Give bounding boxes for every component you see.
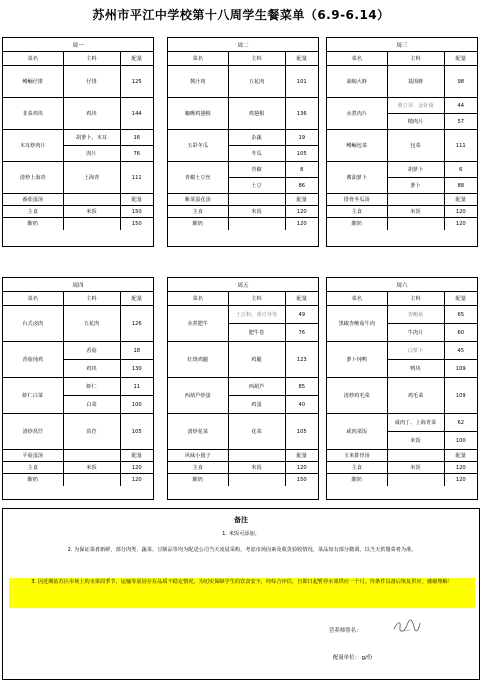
col-header-ingredient: 主料 [387,292,444,306]
staple-name: 主食 [168,206,228,218]
dish-name: 清炒上海青 [3,162,63,194]
dish-ingredient: 牛肉片 [387,324,444,342]
col-header-amount: 配量 [120,52,153,66]
dish-amount: 105 [285,146,318,162]
milk-amount: 120 [285,218,318,230]
staple-amount: 150 [120,206,153,218]
staple-name: 主食 [3,206,63,218]
dish-name: 西葫芦炒蛋 [168,378,228,414]
soup-name: 排骨冬瓜汤 [327,194,387,206]
dish-amount: 16 [120,130,153,146]
dish-ingredient: 鸡蛋 [228,396,285,414]
dish-ingredient: 土豆粉、黄豆芽等 [228,306,285,324]
dish-name: 黑椒杏鲍菇牛肉 [327,306,387,342]
soup-name: 番茄蛋汤 [3,194,63,206]
col-header-dish: 菜名 [3,52,63,66]
dish-amount: 18 [120,342,153,360]
soup-amount-label: 配量 [444,194,477,206]
dish-amount: 125 [120,66,153,98]
dish-amount: 65 [444,306,477,324]
soup-ingredient [63,450,120,462]
dish-amount: 8 [285,162,318,178]
dish-name: 咖喱鸡翅根 [168,98,228,130]
day-label: 周六 [327,278,477,292]
dish-amount: 44 [444,98,477,114]
milk-ingredient [63,218,120,230]
milk-ingredient [63,474,120,486]
dish-amount: 45 [444,342,477,360]
dish-name: 鳗鲡包菜 [327,130,387,162]
dish-name: 红烧鸡腿 [168,342,228,378]
soup-name: 玉米排骨汤 [327,450,387,462]
dish-ingredient: 白菜 [63,396,120,414]
staple-name: 主食 [327,462,387,474]
dish-amount: 130 [120,360,153,378]
milk-name: 酸奶 [168,218,228,230]
dish-ingredient: 仔排 [63,66,120,98]
dish-ingredient: 杏鲍菇 [387,306,444,324]
handwritten-signature [392,617,422,635]
dish-amount: 76 [285,324,318,342]
dish-amount: 60 [444,324,477,342]
dish-ingredient: 包菜 [387,130,444,162]
dish-amount: 62 [444,414,477,432]
dish-name: 酱汁肉 [168,66,228,98]
staple-amount: 120 [444,462,477,474]
dish-amount: 109 [444,378,477,414]
milk-name: 酸奶 [3,474,63,486]
dish-amount: 101 [285,66,318,98]
dish-ingredient: 虾仁 [63,378,120,396]
unit-label: 配量单位： g/份 [333,655,373,661]
soup-ingredient [387,194,444,206]
dish-ingredient: 鸡翅根 [228,98,285,130]
dish-amount: 126 [120,306,153,342]
staple-amount: 120 [444,206,477,218]
milk-name: 酸奶 [327,474,387,486]
soup-ingredient [63,194,120,206]
notes-section [2,508,480,680]
dish-name: 木耳炒肉片 [3,130,63,162]
staple-ingredient: 米饭 [63,462,120,474]
soup-amount-label: 配量 [285,194,318,206]
dish-amount: 57 [444,114,477,130]
dish-amount: 98 [444,66,477,98]
menu-day-6 [326,277,478,500]
menu-day-1 [2,37,154,247]
dish-amount: 136 [285,98,318,130]
dish-ingredient: 胡萝卜、木耳 [63,130,120,146]
dish-name: 韭菜鸡块 [3,98,63,130]
dish-amount: 19 [285,130,318,146]
dish-ingredient: 花菜 [228,414,285,450]
dish-amount: 6 [444,162,477,178]
milk-amount: 150 [120,218,153,230]
staple-amount: 120 [285,206,318,218]
soup-ingredient [228,450,285,462]
dish-amount: 100 [120,396,153,414]
dish-amount: 40 [285,396,318,414]
dish-amount: 86 [285,178,318,194]
col-header-amount: 配量 [120,292,153,306]
dish-name: 五彩冬瓜 [168,130,228,162]
col-header-ingredient: 主料 [228,292,285,306]
col-header-dish: 菜名 [327,292,387,306]
dish-amount: 11 [120,378,153,396]
dish-amount: 88 [444,178,477,194]
note-3-highlighted: 3. 因近期姑苏区市场上的水果周季节、运输等原因存在品质不稳定情况，为切实保障学生的饮食安全，经综合评估，自即日起暂停水果供应一个月。待条件具备后恢复供应。感谢理解！ [9,578,475,608]
dish-name: 台式卤肉 [3,306,63,342]
dish-ingredient: 鸡毛菜 [387,378,444,414]
dish-ingredient: 白萝卜 [387,342,444,360]
signature-label: 营养师签名： [329,628,362,634]
dish-ingredient: 莴苣 [63,414,120,450]
dish-name: 萝卜炖鸭 [327,342,387,378]
col-header-dish: 菜名 [327,52,387,66]
staple-amount: 120 [120,462,153,474]
notes-title: 备注 [234,516,248,524]
dish-ingredient: 西葫芦 [228,378,285,396]
soup-ingredient [387,450,444,462]
dish-name: 咸肉菜饭 [327,414,387,450]
dish-name: 青椒土豆丝 [168,162,228,194]
dish-ingredient: 冬瓜 [228,146,285,162]
milk-ingredient [228,218,285,230]
dish-ingredient: 鸡块 [63,360,120,378]
dish-amount: 111 [120,162,153,194]
soup-name: 平菇蛋汤 [3,450,63,462]
dish-amount: 76 [120,146,153,162]
soup-name: 风味小圆子 [168,450,228,462]
dish-amount: 100 [444,432,477,450]
staple-name: 主食 [327,206,387,218]
day-label: 周二 [168,38,318,52]
dish-name: 酱油萝卜 [327,162,387,194]
dish-name: 清炒莴苣 [3,414,63,450]
milk-amount: 120 [120,474,153,486]
col-header-ingredient: 主料 [228,52,285,66]
dish-name: 清炒鸡毛菜 [327,378,387,414]
col-header-dish: 菜名 [168,292,228,306]
staple-name: 主食 [3,462,63,474]
dish-ingredient: 五花肉 [63,306,120,342]
col-header-ingredient: 主料 [63,52,120,66]
dish-ingredient: 杂蔬 [228,130,285,146]
dish-ingredient: 肉片 [63,146,120,162]
milk-amount: 120 [444,474,477,486]
dish-ingredient: 黄豆芽、金针菇 [387,98,444,114]
milk-amount: 120 [444,218,477,230]
dish-ingredient: 萝卜 [387,178,444,194]
day-label: 周一 [3,38,153,52]
staple-ingredient: 米饭 [228,462,285,474]
dish-ingredient: 米饭 [387,432,444,450]
milk-name: 酸奶 [168,474,228,486]
dish-ingredient: 五花肉 [228,66,285,98]
dish-ingredient: 鸡腿 [228,342,285,378]
soup-ingredient [228,194,285,206]
dish-name: 清炒花菜 [168,414,228,450]
col-header-amount: 配量 [444,52,477,66]
soup-amount-label: 配量 [444,450,477,462]
staple-ingredient: 米饭 [63,206,120,218]
menu-day-5 [167,277,319,500]
col-header-amount: 配量 [444,292,477,306]
dish-ingredient: 肥牛卷 [228,324,285,342]
dish-amount: 105 [285,414,318,450]
day-label: 周三 [327,38,477,52]
dish-ingredient: 基围虾 [387,66,444,98]
note-2: 2. 为保证菜肴新鲜，部分肉类、蔬菜、豆制品等均为配送公司当天凌晨采购，考虑市场因素及收货验收情况，菜品如有部分微调，以当天供餐菜肴为准。 [67,547,417,553]
dish-ingredient: 鸭块 [387,360,444,378]
milk-ingredient [387,474,444,486]
dish-amount: 85 [285,378,318,396]
menu-day-2 [167,37,319,247]
col-header-dish: 菜名 [168,52,228,66]
dish-amount: 111 [444,130,477,162]
dish-name: 虾仁白菜 [3,378,63,414]
milk-name: 酸奶 [327,218,387,230]
milk-ingredient [387,218,444,230]
staple-name: 主食 [168,462,228,474]
soup-amount-label: 配量 [120,194,153,206]
staple-ingredient: 米饭 [228,206,285,218]
staple-ingredient: 米饭 [387,462,444,474]
soup-amount-label: 配量 [120,450,153,462]
dish-ingredient: 胡萝卜 [387,162,444,178]
menu-day-4 [2,277,154,500]
staple-ingredient: 米饭 [387,206,444,218]
dish-amount: 123 [285,342,318,378]
dish-ingredient: 鸡块 [63,98,120,130]
col-header-ingredient: 主料 [387,52,444,66]
dish-ingredient: 青椒 [228,162,285,178]
dish-amount: 109 [444,360,477,378]
milk-ingredient [228,474,285,486]
dish-amount: 105 [120,414,153,450]
col-header-amount: 配量 [285,52,318,66]
dish-ingredient: 上海青 [63,162,120,194]
col-header-dish: 菜名 [3,292,63,306]
dish-amount: 144 [120,98,153,130]
dish-ingredient: 香菇 [63,342,120,360]
dish-name: 水煮肉片 [327,98,387,130]
milk-name: 酸奶 [3,218,63,230]
dish-name: 油焖大虾 [327,66,387,98]
col-header-ingredient: 主料 [63,292,120,306]
dish-ingredient: 土豆 [228,178,285,194]
col-header-amount: 配量 [285,292,318,306]
soup-name: 紫菜蛋花汤 [168,194,228,206]
day-label: 周四 [3,278,153,292]
dish-name: 香菇炖鸡 [3,342,63,378]
menu-day-3 [326,37,478,247]
dish-ingredient: 精肉片 [387,114,444,130]
dish-amount: 49 [285,306,318,324]
dish-ingredient: 咸肉丁、上海青菜 [387,414,444,432]
soup-amount-label: 配量 [285,450,318,462]
note-1: 1. 米饭可添加。 [222,531,260,537]
staple-amount: 120 [285,462,318,474]
dish-name: 水煮肥牛 [168,306,228,342]
dish-name: 鳗鲡仔排 [3,66,63,98]
milk-amount: 150 [285,474,318,486]
day-label: 周五 [168,278,318,292]
page-title: 苏州市平江中学校第十八周学生餐菜单（6.9-6.14） [92,8,390,22]
